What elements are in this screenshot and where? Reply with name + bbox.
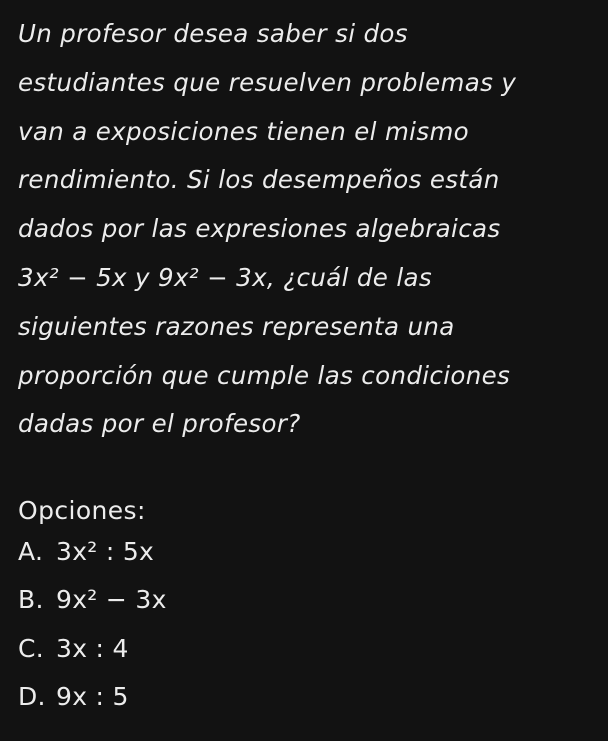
question-text — [18, 10, 603, 449]
option-letter: B. — [18, 585, 44, 615]
option-c[interactable] — [18, 625, 167, 673]
question-line: van a exposiciones tienen el mismo — [18, 116, 469, 146]
question-line: rendimiento. Si los desempeños están — [18, 165, 500, 195]
option-letter: D. — [18, 682, 46, 712]
question-line: 3x² − 5x y 9x² − 3x, ¿cuál de las — [18, 262, 433, 292]
option-letter: A. — [18, 537, 44, 566]
options-list — [18, 528, 167, 722]
option-text: 3x : 4 — [56, 633, 129, 663]
question-line: dados por las expresiones algebraicas — [18, 214, 501, 244]
question-line: proporción que cumple las condiciones — [18, 360, 511, 390]
option-text: 9x² − 3x — [56, 585, 167, 615]
option-text: 3x² : 5x — [56, 537, 155, 566]
option-b[interactable] — [18, 576, 167, 624]
question-line: estudiantes que resuelven problemas y — [18, 67, 517, 97]
question-line: Un profesor desea saber si dos — [18, 19, 408, 48]
option-letter: C. — [18, 633, 45, 663]
option-text: 9x : 5 — [56, 682, 129, 712]
option-d[interactable] — [18, 673, 167, 721]
option-a[interactable] — [18, 528, 167, 576]
question-line: dadas por el profesor? — [18, 409, 301, 439]
options-heading: Opciones: — [18, 496, 146, 525]
question-line: siguientes razones representa una — [18, 311, 455, 341]
